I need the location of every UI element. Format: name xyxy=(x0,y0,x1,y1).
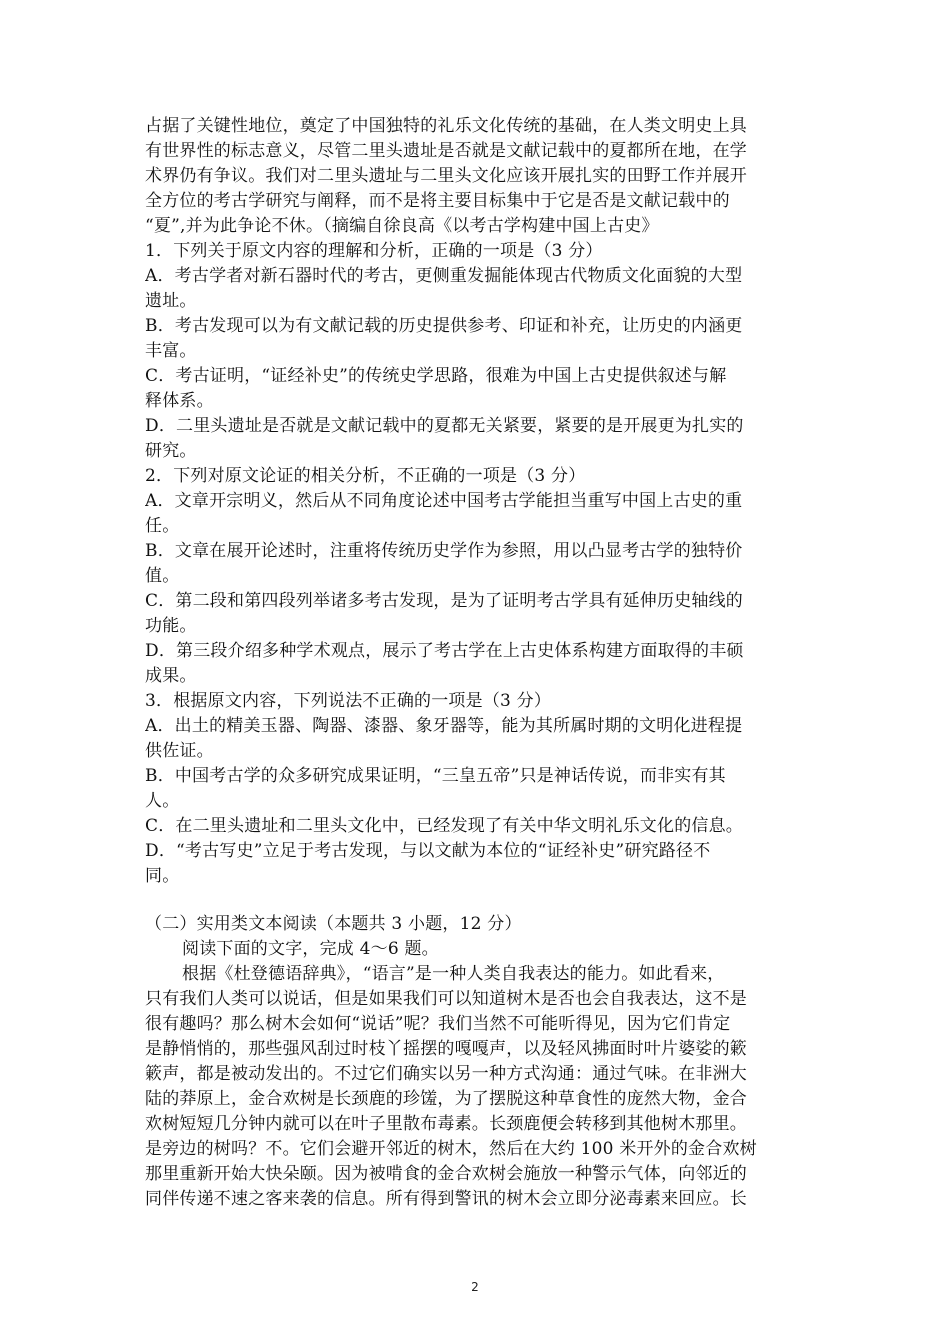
text-line: “夏”,并为此争论不休。（摘编自徐良高《以考古学构建中国上古史》 xyxy=(145,216,659,236)
text-line: 研究。 xyxy=(145,441,197,461)
q1-option-b: B．考古发现可以为有文献记载的历史提供参考、印证和补充，让历史的内涵更 xyxy=(145,316,743,336)
text-line: 同。 xyxy=(145,866,180,886)
q1-option-c: C．考古证明，“证经补史”的传统史学思路，很难为中国上古史提供叙述与解 xyxy=(145,366,727,386)
passage-line: 簌声，都是被动发出的。不过它们确实以另一种方式沟通：通过气味。在非洲大 xyxy=(145,1064,747,1084)
text-line: 有世界性的标志意义，尽管二里头遗址是否就是文献记载中的夏都所在地，在学 xyxy=(145,141,747,161)
passage-line: 那里重新开始大快朵颐。因为被啃食的金合欢树会施放一种警示气体，向邻近的 xyxy=(145,1164,747,1184)
text-line: 值。 xyxy=(145,566,180,586)
question-3: 3．根据原文内容，下列说法不正确的一项是（3 分） xyxy=(145,691,552,711)
passage-line: 很有趣吗？那么树木会如何“说话”呢？我们当然不可能听得见，因为它们肯定 xyxy=(145,1014,731,1034)
question-2: 2．下列对原文论证的相关分析，不正确的一项是（3 分） xyxy=(145,466,586,486)
text-line: 全方位的考古学研究与阐释，而不是将主要目标集中于它是否是文献记载中的 xyxy=(145,191,730,211)
q2-option-a: A．文章开宗明义，然后从不同角度论述中国考古学能担当重写中国上古史的重 xyxy=(145,491,743,511)
q3-option-d: D．“考古写史”立足于考古发现，与以文献为本位的“证经补史”研究路径不 xyxy=(145,841,711,861)
q2-option-c: C．第二段和第四段列举诸多考古发现，是为了证明考古学具有延伸历史轴线的 xyxy=(145,591,744,611)
text-line: 占据了关键性地位，奠定了中国独特的礼乐文化传统的基础，在人类文明史上具 xyxy=(145,116,747,136)
passage-line: 根据《杜登德语辞典》，“语言”是一种人类自我表达的能力。如此看来， xyxy=(182,964,725,984)
text-line: 术界仍有争议。我们对二里头遗址与二里头文化应该开展扎实的田野工作并展开 xyxy=(145,166,747,186)
q3-option-a: A．出土的精美玉器、陶器、漆器、象牙器等，能为其所属时期的文明化进程提 xyxy=(145,716,743,736)
q3-option-b: B．中国考古学的众多研究成果证明，“三皇五帝”只是神话传说，而非实有其 xyxy=(145,766,726,786)
q1-option-d: D．二里头遗址是否就是文献记载中的夏都无关紧要，紧要的是开展更为扎实的 xyxy=(145,416,744,436)
question-1: 1．下列关于原文内容的理解和分析，正确的一项是（3 分） xyxy=(145,241,603,261)
passage-line: 只有我们人类可以说话，但是如果我们可以知道树木是否也会自我表达，这不是 xyxy=(145,989,747,1009)
text-line: 人。 xyxy=(145,791,180,811)
q1-option-a: A．考古学者对新石器时代的考古，更侧重发掘能体现古代物质文化面貌的大型 xyxy=(145,266,743,286)
text-line: 丰富。 xyxy=(145,341,197,361)
section-instruction: 阅读下面的文字，完成 4～6 题。 xyxy=(182,939,439,959)
text-line: 任。 xyxy=(145,516,180,536)
q2-option-d: D．第三段介绍多种学术观点，展示了考古学在上古史体系构建方面取得的丰硕 xyxy=(145,641,744,661)
q2-option-b: B．文章在展开论述时，注重将传统历史学作为参照，用以凸显考古学的独特价 xyxy=(145,541,743,561)
page-number: 2 xyxy=(471,1280,479,1294)
text-line: 遗址。 xyxy=(145,291,197,311)
passage-line: 是静悄悄的，那些强风刮过时枝丫摇摆的嘎嘎声，以及轻风拂面时叶片婆娑的簌 xyxy=(145,1039,747,1059)
section-heading: （二）实用类文本阅读（本题共 3 小题，12 分） xyxy=(145,914,522,934)
text-line: 供佐证。 xyxy=(145,741,214,761)
q3-option-c: C．在二里头遗址和二里头文化中，已经发现了有关中华文明礼乐文化的信息。 xyxy=(145,816,744,836)
passage-line: 欢树短短几分钟内就可以在叶子里散布毒素。长颈鹿便会转移到其他树木那里。 xyxy=(145,1114,747,1134)
text-line: 释体系。 xyxy=(145,391,214,411)
passage-line: 同伴传递不速之客来袭的信息。所有得到警讯的树木会立即分泌毒素来回应。长 xyxy=(145,1189,747,1209)
text-line: 功能。 xyxy=(145,616,197,636)
passage-line: 陆的莽原上，金合欢树是长颈鹿的珍馐，为了摆脱这种草食性的庞然大物，金合 xyxy=(145,1089,747,1109)
passage-line: 是旁边的树吗？不。它们会避开邻近的树木，然后在大约 100 米开外的金合欢树 xyxy=(145,1139,757,1159)
text-line: 成果。 xyxy=(145,666,197,686)
